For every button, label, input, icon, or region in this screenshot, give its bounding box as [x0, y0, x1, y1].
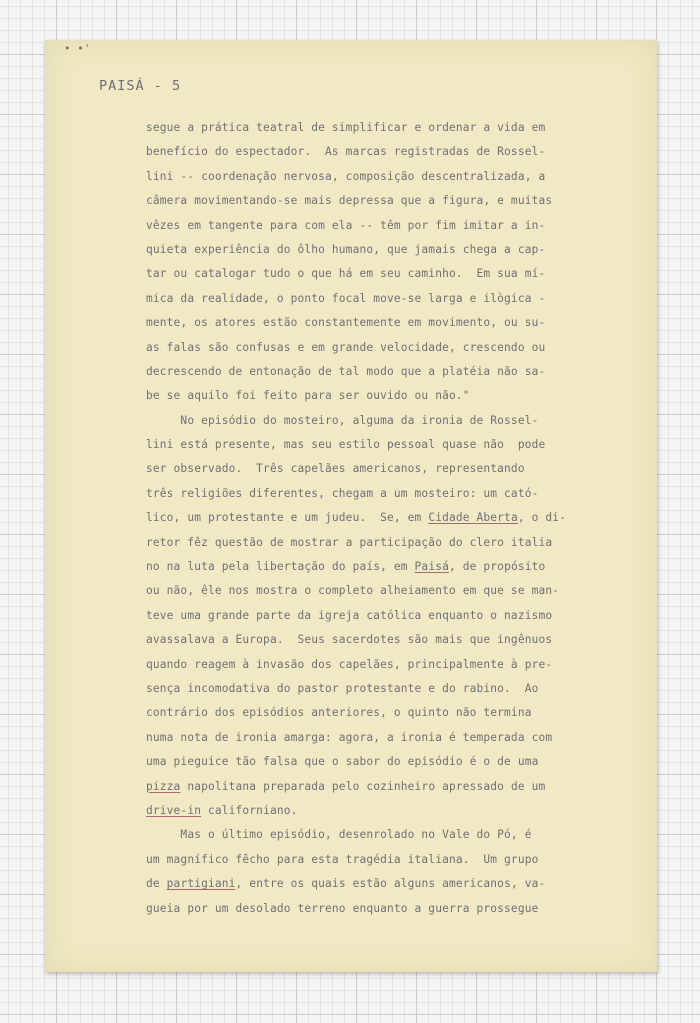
- text-line: [146, 799, 606, 823]
- text-line: mica da realidade, o ponto focal move-se larga e ilògica -: [146, 291, 546, 305]
- text-line: avassalava a Europa. Seus sacerdotes são mais que ingênuos: [146, 633, 553, 647]
- text-line: sença incomodativa do pastor protestante e do rabino. Ao: [146, 681, 539, 695]
- text-line: be se aquilo foi feito para ser ouvido ou não.": [146, 389, 470, 403]
- text-line: contrário dos episódios anteriores, o quinto não termina: [146, 706, 532, 720]
- text-line: mente, os atores estão constantemente em movimento, ou su-: [146, 316, 546, 330]
- underlined-title: pizza: [146, 779, 181, 793]
- underlined-title: drive-in: [146, 803, 202, 817]
- line-text: de: [146, 877, 167, 891]
- text-line: benefício do espectador. As marcas registradas de Rossel-: [146, 145, 546, 159]
- text-line: tar ou catalogar tudo o que há em seu caminho. Em sua mí-: [146, 267, 546, 281]
- text-line: lini está presente, mas seu estilo pessoal quase não pode: [146, 438, 546, 452]
- line-text: , de propósito: [448, 560, 546, 574]
- text-line: câmera movimentando-se mais depressa que a figura, e muitas: [146, 194, 553, 208]
- line-text: lico, um protestante e um judeu. Se, em: [146, 511, 429, 525]
- text-line: teve uma grande parte da igreja católica enquanto o nazismo: [146, 608, 553, 622]
- text-line: [146, 506, 606, 530]
- text-line: gueia por um desolado terreno enquanto a guerra prossegue: [146, 901, 539, 915]
- corner-mark: • •': [64, 42, 91, 55]
- text-line: três religiões diferentes, chegam a um mosteiro: um cató-: [146, 486, 539, 500]
- text-line: [146, 872, 606, 896]
- text-line: um magnífico fêcho para esta tragédia italiana. Um grupo: [146, 852, 539, 866]
- text-line: decrescendo de entonação de tal modo que a platéia não sa-: [146, 364, 546, 378]
- text-line: numa nota de ironia amarga: agora, a ironia é temperada com: [146, 730, 553, 744]
- text-line: quieta experiência do ôlho humano, que jamais chega a cap-: [146, 242, 546, 256]
- line-text: , entre os quais estão alguns americanos, va-: [235, 877, 546, 891]
- text-line: segue a prática teatral de simplificar e ordenar a vida em: [146, 121, 546, 134]
- text-line: as falas são confusas e em grande velocidade, crescendo ou: [146, 340, 546, 354]
- text-line: [146, 775, 606, 799]
- line-text: californiano.: [201, 803, 298, 817]
- line-text: no na luta pela libertação do país, em: [146, 560, 415, 574]
- text-line: ser observado. Três capelães americanos, representando: [146, 462, 525, 476]
- line-text: , o di-: [517, 511, 567, 525]
- text-line: ou não, êle nos mostra o completo alheiamento em que se man-: [146, 584, 560, 598]
- underlined-title: partigiani: [166, 877, 236, 891]
- underlined-title: Cidade Aberta: [428, 511, 518, 525]
- body-text: [146, 116, 606, 921]
- text-line: uma pieguice tão falsa que o sabor do episódio é o de uma: [146, 755, 539, 769]
- text-line: No episódio do mosteiro, alguma da ironia de Rossel-: [146, 413, 539, 427]
- text-line: retor fêz questão de mostrar a participação do clero italia: [146, 535, 553, 549]
- text-line: [146, 555, 606, 579]
- text-line: lini -- coordenação nervosa, composição descentralizada, a: [146, 169, 546, 183]
- text-line: quando reagem à invasão dos capelães, principalmente à pre-: [146, 657, 553, 671]
- line-text: napolitana preparada pelo cozinheiro apressado de um: [180, 779, 546, 793]
- text-line: vêzes em tangente para com ela -- têm por fim imitar a in-: [146, 218, 546, 232]
- text-line: Mas o último episódio, desenrolado no Vale do Pó, é: [146, 828, 532, 842]
- page-header: PAISÁ - 5: [99, 78, 182, 94]
- underlined-title: Paisá: [414, 560, 449, 574]
